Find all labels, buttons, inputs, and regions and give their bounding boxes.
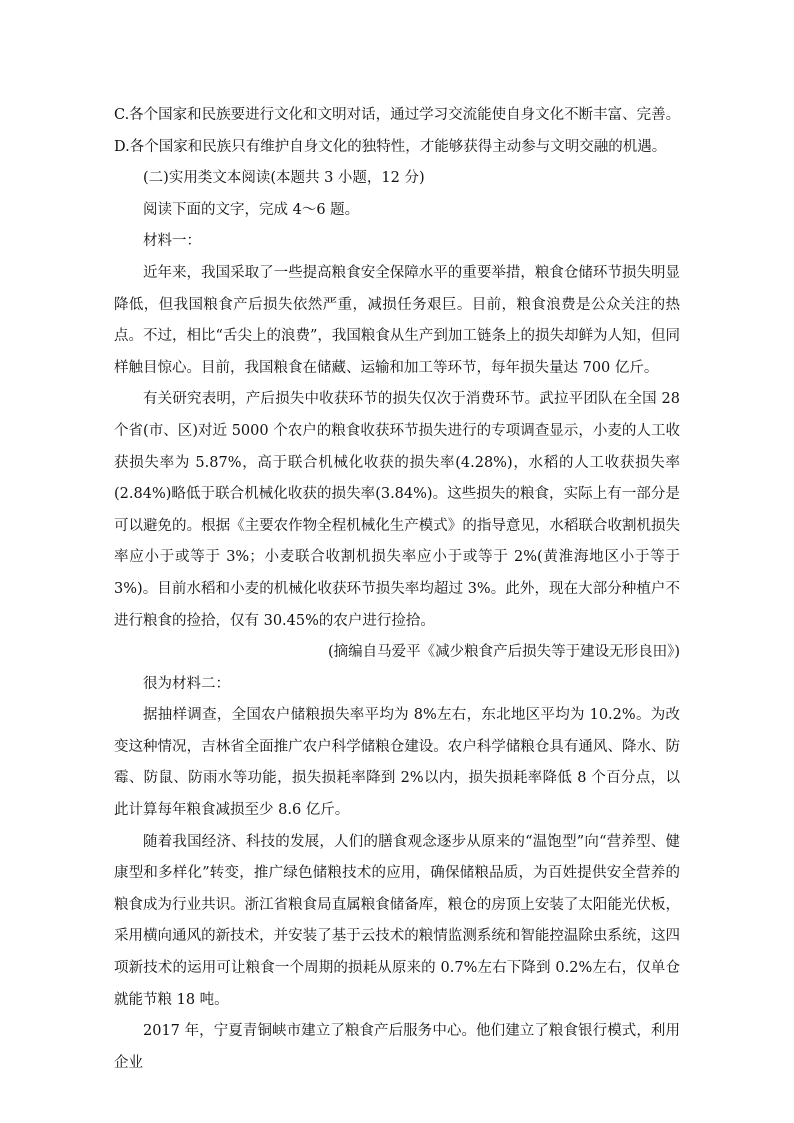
material1-label: 材料一： <box>143 233 201 250</box>
material2-paragraph-3: 2017 年，宁夏青铜峡市建立了粮食产后服务中心。他们建立了粮食银行模式，利用企业 <box>114 1023 680 1071</box>
option-c: C.各个国家和民族要进行文化和文明对话，通过学习交流能使自身文化不断丰富、完善。 <box>114 107 681 123</box>
material2-label: 很为材料二： <box>143 675 230 692</box>
instruction: 阅读下面的文字，完成 4～6 题。 <box>143 201 360 218</box>
option-d: D.各个国家和民族只有维护自身文化的独特性，才能够获得主动参与文明交融的机遇。 <box>114 138 667 155</box>
material1-source: (摘编自马爱平《减少粮食产后损失等于建设无形良田》) <box>327 644 680 661</box>
material2-paragraph-1: 据抽样调查，全国农户储粮损失率平均为 8%左右，东北地区平均为 10.2%。为改变这种情况，吉林省全面推广农户科学储粮仓建设。农户科学储粮仓具有通风、降水、防霉、防鼠、防雨水等功能，损失损耗率降到 2%以内，损失损耗率降低 8 个百分点，以此计算每年粮食减损至少 8.6 亿斤。 <box>114 707 680 819</box>
material1-paragraph-1: 近年来，我国采取了一些提高粮食安全保障水平的重要举措，粮食仓储环节损失明显降低，但我国粮食产后损失依然严重，减损任务艰巨。目前，粮食浪费是公众关注的热点。不过，相比“舌尖上的浪费”，我国粮食从生产到加工链条上的损失却鲜为人知，但同样触目惊心。目前，我国粮食在储藏、运输和加工等环节，每年损失量达 700 亿斤。 <box>114 264 680 376</box>
material1-paragraph-2: 有关研究表明，产后损失中收获环节的损失仅次于消费环节。武拉平团队在全国 28 个省(市、区)对近 5000 个农户的粮食收获环节损失进行的专项调查显示，小麦的人工收获损失率为 5.87%，高于联合机械化收获的损失率(4.28%)，水稻的人工收获损失率(2.84%)略低于联合机械化收获的损失率(3.84%)。这些损失的粮食，实际上有一部分是可以避免的。根据《主要农作物全程机械化生产模式》的指导意见，水稻联合收割机损失率应小于或等于 3%；小麦联合收割机损失率应小于或等于 2%(黄淮海地区小于等于 3%)。目前水稻和小麦的机械化收获环节损失率均超过 3%。此外，现在大部分种植户不进行粮食的捡拾，仅有 30.45%的农户进行捡拾。 <box>114 391 680 629</box>
section-heading: (二)实用类文本阅读(本题共 3 小题，12 分) <box>143 170 425 187</box>
document-page <box>114 100 680 1079</box>
material2-paragraph-2: 随着我国经济、科技的发展，人们的膳食观念逐步从原来的“温饱型”向“营养型、健康型和多样化”转变，推广绿色储粮技术的应用，确保储粮品质，为百姓提供安全营养的粮食成为行业共识。浙江省粮食局直属粮食储备库，粮仓的房顶上安装了太阳能光伏板，采用横向通风的新技术，并安装了基于云技术的粮情监测系统和智能控温除虫系统，这四项新技术的运用可让粮食一个周期的损耗从原来的 0.7%左右下降到 0.2%左右，仅单仓就能节粮 18 吨。 <box>114 833 680 1008</box>
